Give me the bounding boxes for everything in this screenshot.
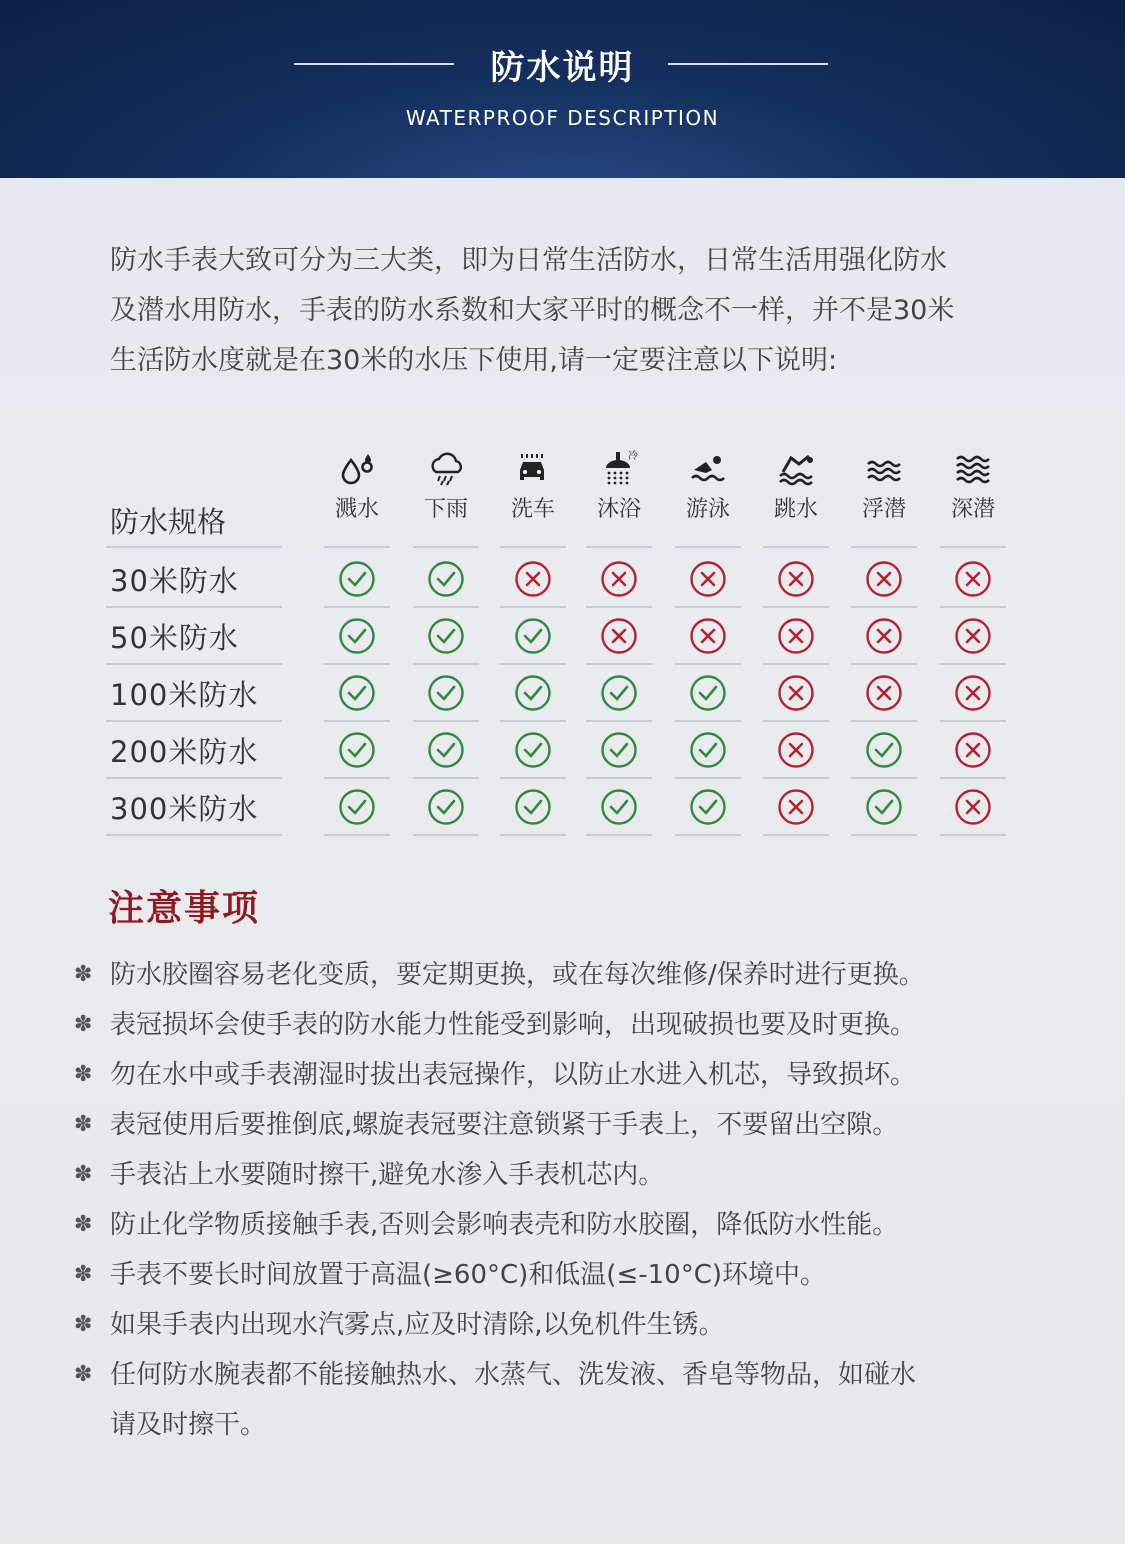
row-divider bbox=[500, 546, 566, 548]
row-divider bbox=[106, 606, 282, 608]
note-text: 勿在水中或手表潮湿时拔出表冠操作，以防止水进入机芯，导致损坏。 bbox=[110, 1060, 917, 1090]
check-icon bbox=[513, 787, 553, 827]
bullet-icon: ✽ bbox=[74, 1062, 93, 1087]
cross-icon bbox=[776, 616, 816, 656]
column-label: 深潜 bbox=[950, 497, 995, 522]
check-icon bbox=[337, 730, 377, 770]
header-banner bbox=[0, 0, 1125, 178]
row-label: 300米防水 bbox=[110, 792, 259, 826]
check-icon bbox=[337, 787, 377, 827]
row-divider bbox=[763, 777, 829, 779]
cross-icon bbox=[864, 673, 904, 713]
notes-list bbox=[74, 950, 1074, 1450]
note-text: 防水胶圈容易老化变质，要定期更换，或在每次维修/保养时进行更换。 bbox=[110, 960, 925, 990]
rain-icon bbox=[427, 450, 465, 488]
intro-line: 生活防水度就是在30米的水压下使用,请一定要注意以下说明: bbox=[110, 345, 838, 376]
cross-icon bbox=[953, 559, 993, 599]
column-label: 游泳 bbox=[685, 497, 730, 522]
row-divider bbox=[940, 663, 1006, 665]
row-divider bbox=[586, 777, 652, 779]
row-divider bbox=[940, 546, 1006, 548]
row-divider bbox=[675, 720, 741, 722]
intro-paragraph bbox=[110, 236, 1030, 386]
column-header bbox=[500, 450, 566, 523]
column-header bbox=[324, 450, 390, 523]
note-item bbox=[74, 1050, 1074, 1100]
column-header bbox=[413, 450, 479, 523]
check-icon bbox=[599, 673, 639, 713]
column-header bbox=[675, 450, 741, 523]
row-divider bbox=[675, 606, 741, 608]
row-label: 200米防水 bbox=[110, 735, 259, 769]
note-text-continued: 请及时擦干。 bbox=[110, 1410, 267, 1440]
note-item bbox=[74, 950, 1074, 1000]
row-divider bbox=[940, 606, 1006, 608]
column-label: 洗车 bbox=[510, 497, 555, 522]
row-divider bbox=[106, 834, 282, 836]
intro-line: 及潜水用防水，手表的防水系数和大家平时的概念不一样，并不是30米 bbox=[110, 295, 955, 326]
row-divider bbox=[324, 663, 390, 665]
check-icon bbox=[337, 673, 377, 713]
note-item bbox=[74, 1300, 1074, 1350]
bullet-icon: ✽ bbox=[74, 1112, 93, 1137]
bullet-icon: ✽ bbox=[74, 1262, 93, 1287]
column-label: 沐浴 bbox=[596, 497, 641, 522]
bullet-icon: ✽ bbox=[74, 1362, 93, 1387]
note-text: 手表沾上水要随时擦干,避免水渗入手表机芯内。 bbox=[110, 1160, 665, 1190]
row-label: 30米防水 bbox=[110, 564, 239, 598]
note-item bbox=[74, 1150, 1074, 1200]
row-divider bbox=[106, 777, 282, 779]
check-icon bbox=[864, 730, 904, 770]
row-divider bbox=[586, 663, 652, 665]
intro-line: 防水手表大致可分为三大类，即为日常生活防水，日常生活用强化防水 bbox=[110, 245, 947, 276]
note-item bbox=[74, 1350, 1074, 1450]
row-divider bbox=[851, 777, 917, 779]
row-divider bbox=[586, 720, 652, 722]
deep-dive-icon bbox=[954, 450, 992, 488]
note-item bbox=[74, 1100, 1074, 1150]
row-divider bbox=[586, 834, 652, 836]
check-icon bbox=[426, 787, 466, 827]
check-icon bbox=[599, 730, 639, 770]
shower-icon bbox=[600, 450, 638, 488]
column-label: 溅水 bbox=[334, 497, 379, 522]
row-divider bbox=[413, 720, 479, 722]
row-divider bbox=[106, 663, 282, 665]
title-divider-right bbox=[668, 63, 828, 65]
cross-icon bbox=[776, 559, 816, 599]
cross-icon bbox=[864, 616, 904, 656]
check-icon bbox=[688, 787, 728, 827]
swimming-icon bbox=[689, 450, 727, 488]
check-icon bbox=[688, 673, 728, 713]
row-divider bbox=[763, 834, 829, 836]
check-icon bbox=[513, 730, 553, 770]
row-divider bbox=[763, 606, 829, 608]
row-divider bbox=[500, 663, 566, 665]
snorkel-icon bbox=[865, 450, 903, 488]
note-item bbox=[74, 1250, 1074, 1300]
cross-icon bbox=[513, 559, 553, 599]
row-divider bbox=[324, 834, 390, 836]
row-divider bbox=[675, 546, 741, 548]
note-text: 手表不要长时间放置于高温(≥60°C)和低温(≤-10°C)环境中。 bbox=[110, 1260, 827, 1290]
row-divider bbox=[413, 663, 479, 665]
row-divider bbox=[851, 606, 917, 608]
note-text: 防止化学物质接触手表,否则会影响表壳和防水胶圈，降低防水性能。 bbox=[110, 1210, 899, 1240]
note-text: 任何防水腕表都不能接触热水、水蒸气、洗发液、香皂等物品，如碰水 bbox=[110, 1360, 917, 1390]
row-divider bbox=[500, 720, 566, 722]
cross-icon bbox=[776, 787, 816, 827]
notes-title: 注意事项 bbox=[108, 888, 261, 929]
note-item bbox=[74, 1200, 1074, 1250]
row-divider bbox=[586, 606, 652, 608]
check-icon bbox=[426, 673, 466, 713]
cross-icon bbox=[953, 787, 993, 827]
check-icon bbox=[337, 616, 377, 656]
bullet-icon: ✽ bbox=[74, 1312, 93, 1337]
row-divider bbox=[851, 720, 917, 722]
row-divider bbox=[324, 720, 390, 722]
row-divider bbox=[500, 777, 566, 779]
cross-icon bbox=[599, 616, 639, 656]
row-divider bbox=[940, 720, 1006, 722]
row-divider bbox=[413, 834, 479, 836]
page-subtitle: WATERPROOF DESCRIPTION bbox=[405, 106, 720, 130]
table-header-label: 防水规格 bbox=[110, 505, 227, 539]
row-divider bbox=[675, 834, 741, 836]
cold-badge: 冷 bbox=[628, 451, 638, 462]
car-wash-icon bbox=[514, 450, 552, 488]
note-text: 表冠损坏会使手表的防水能力性能受到影响，出现破损也要及时更换。 bbox=[110, 1010, 917, 1040]
note-text: 如果手表内出现水汽雾点,应及时清除,以免机件生锈。 bbox=[110, 1310, 725, 1340]
cross-icon bbox=[688, 616, 728, 656]
row-divider bbox=[413, 546, 479, 548]
row-divider bbox=[675, 777, 741, 779]
row-divider bbox=[940, 834, 1006, 836]
row-divider bbox=[324, 777, 390, 779]
row-divider bbox=[413, 606, 479, 608]
check-icon bbox=[599, 787, 639, 827]
column-header bbox=[763, 450, 829, 523]
column-header bbox=[586, 450, 652, 523]
row-divider bbox=[763, 720, 829, 722]
check-icon bbox=[337, 559, 377, 599]
column-label: 跳水 bbox=[773, 497, 818, 522]
bullet-icon: ✽ bbox=[74, 1162, 93, 1187]
cross-icon bbox=[864, 559, 904, 599]
row-divider bbox=[851, 834, 917, 836]
column-header bbox=[940, 450, 1006, 523]
note-text: 表冠使用后要推倒底,螺旋表冠要注意锁紧于手表上，不要留出空隙。 bbox=[110, 1110, 899, 1140]
row-divider bbox=[763, 546, 829, 548]
cross-icon bbox=[599, 559, 639, 599]
bullet-icon: ✽ bbox=[74, 1012, 93, 1037]
cross-icon bbox=[953, 730, 993, 770]
column-label: 下雨 bbox=[423, 497, 468, 522]
row-label: 100米防水 bbox=[110, 678, 259, 712]
column-label: 浮潜 bbox=[861, 497, 906, 522]
row-divider bbox=[586, 546, 652, 548]
check-icon bbox=[426, 616, 466, 656]
row-divider bbox=[324, 606, 390, 608]
cross-icon bbox=[688, 559, 728, 599]
row-divider bbox=[763, 663, 829, 665]
row-divider bbox=[500, 606, 566, 608]
row-divider bbox=[940, 777, 1006, 779]
cross-icon bbox=[953, 616, 993, 656]
check-icon bbox=[513, 673, 553, 713]
bullet-icon: ✽ bbox=[74, 1212, 93, 1237]
cross-icon bbox=[776, 673, 816, 713]
check-icon bbox=[513, 616, 553, 656]
check-icon bbox=[426, 730, 466, 770]
check-icon bbox=[426, 559, 466, 599]
check-icon bbox=[688, 730, 728, 770]
row-divider bbox=[851, 663, 917, 665]
row-label: 50米防水 bbox=[110, 621, 239, 655]
row-divider bbox=[106, 546, 282, 548]
splash-icon bbox=[338, 450, 376, 488]
cross-icon bbox=[776, 730, 816, 770]
page-title: 防水说明 bbox=[490, 48, 635, 88]
diving-icon bbox=[777, 450, 815, 488]
row-divider bbox=[413, 777, 479, 779]
row-divider bbox=[324, 546, 390, 548]
row-divider bbox=[500, 834, 566, 836]
column-header bbox=[851, 450, 917, 523]
cross-icon bbox=[953, 673, 993, 713]
row-divider bbox=[106, 720, 282, 722]
bullet-icon: ✽ bbox=[74, 962, 93, 987]
row-divider bbox=[675, 663, 741, 665]
row-divider bbox=[851, 546, 917, 548]
check-icon bbox=[864, 787, 904, 827]
note-item bbox=[74, 1000, 1074, 1050]
